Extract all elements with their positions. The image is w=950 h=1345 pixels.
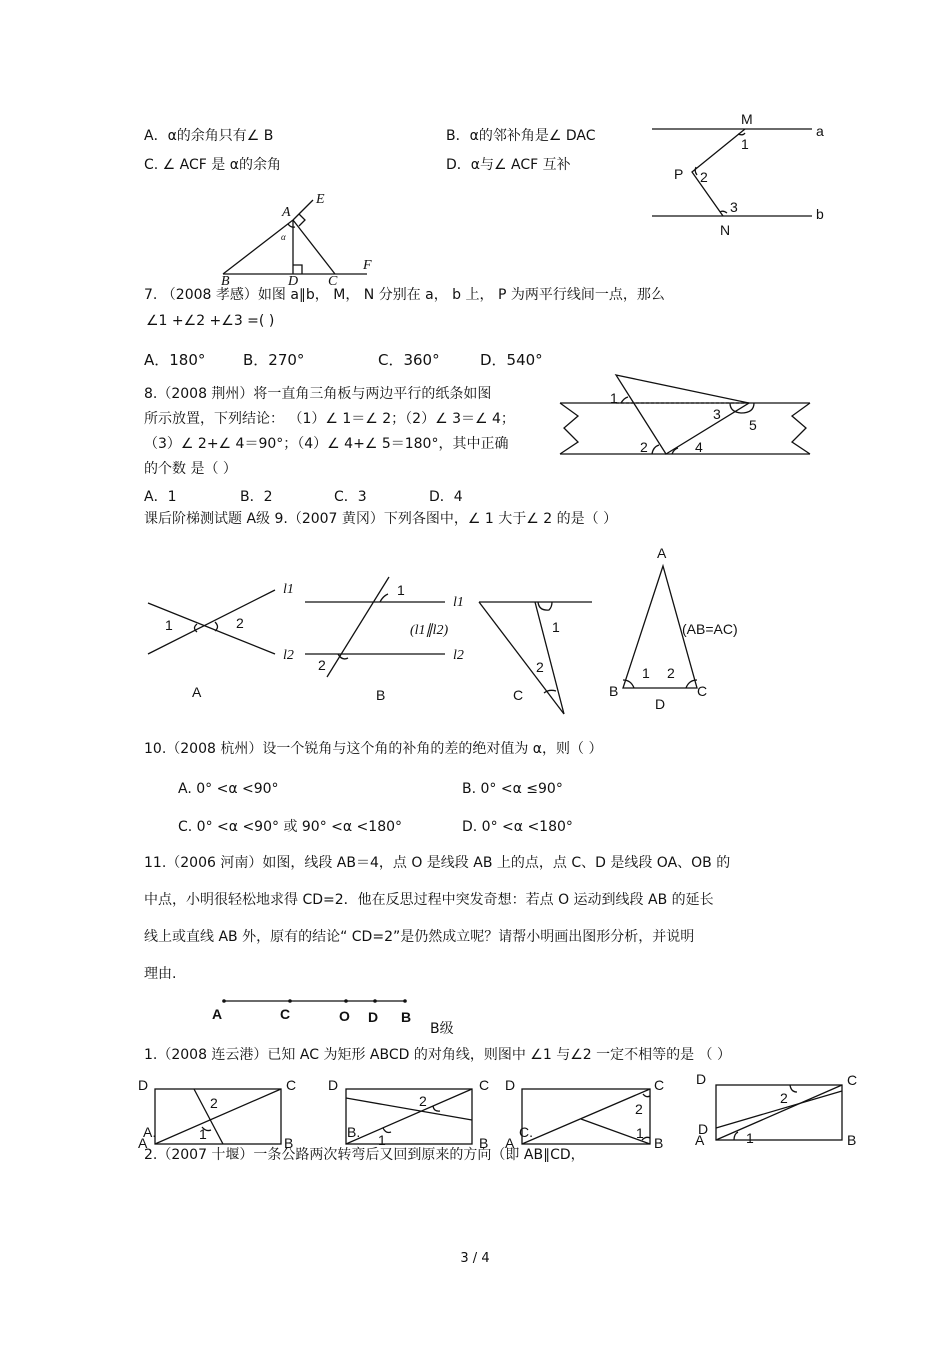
fig-label: E: [316, 192, 325, 207]
fig-label: B: [847, 1132, 857, 1148]
q9-figure-a: [140, 575, 305, 705]
q9-figure-c: [472, 592, 602, 722]
fig-label: D: [505, 1077, 516, 1093]
q7-option-b: B．270°: [243, 351, 305, 369]
fig-label: C: [654, 1077, 665, 1093]
fig-label: l2: [453, 648, 464, 663]
b-q1-rect-c: [503, 1072, 678, 1152]
page-number: 3 / 4: [460, 1251, 490, 1266]
fig-label: 2: [635, 1101, 643, 1117]
b-q2-stem: 2.（2007 十堰）一条公路两次转弯后又回到原来的方向（即 AB∥CD，: [144, 1147, 585, 1163]
fig-label: 1: [741, 136, 749, 152]
fig-label: b: [816, 206, 824, 222]
q9-figure-d: [605, 543, 765, 713]
fig-label: A: [282, 205, 291, 220]
fig-label: D: [698, 1121, 709, 1137]
fig-label: α: [281, 232, 286, 242]
q8-stem-4: 的个数 是（ ）: [144, 461, 237, 477]
fig-label: A: [138, 1135, 148, 1151]
fig-label: A.: [143, 1124, 157, 1140]
fig-label: P: [674, 166, 684, 182]
fig-label: 2: [640, 439, 648, 455]
b-level-heading: B级: [430, 1021, 454, 1037]
q6-option-b: B．α的邻补角是∠ DAC: [446, 128, 596, 144]
fig-label: 2: [780, 1090, 788, 1106]
fig-label: C: [286, 1077, 297, 1093]
q6-triangle-figure: [215, 188, 385, 288]
fig-label: D: [696, 1071, 707, 1087]
fig-label: B.: [347, 1124, 361, 1140]
fig-label: B: [609, 683, 619, 699]
fig-label: l1: [453, 595, 464, 610]
fig-label: a: [816, 123, 824, 139]
fig-label: C: [847, 1072, 858, 1088]
fig-label: 1: [397, 582, 405, 598]
fig-label: C: [479, 1077, 490, 1093]
b-q1-rect-d: [690, 1068, 870, 1148]
q10-option-a: A. 0° <α <90°: [178, 781, 279, 797]
q11-stem-1: 11.（2006 河南）如图，线段 AB＝4，点 O 是线段 AB 上的点，点 C、D 是线段 OA、OB 的: [144, 855, 731, 871]
fig-label: 1: [746, 1130, 754, 1146]
q8-option-a: A．1: [144, 489, 177, 505]
fig-label: N: [720, 222, 731, 238]
q7-option-d: D．540°: [480, 351, 543, 369]
fig-label: A: [657, 545, 667, 561]
q8-strip-figure: [558, 372, 818, 464]
fig-label: 3: [730, 199, 738, 215]
fig-label: D: [138, 1077, 149, 1093]
fig-label: B: [221, 274, 230, 289]
fig-label: (l1∥l2): [410, 623, 449, 638]
b-q1-rect-b: [326, 1072, 496, 1152]
fig-label: 5: [749, 417, 757, 433]
q11-segment-figure: [205, 992, 445, 1032]
fig-label: 1: [378, 1132, 386, 1148]
fig-label: 2: [419, 1093, 427, 1109]
fig-label: C.: [519, 1124, 533, 1140]
q11-stem-2: 中点，小明很轻松地求得 CD=2．他在反思过程中突发奇想：若点 O 运动到线段 AB 的延长: [144, 892, 714, 908]
q9-stem: 课后阶梯测试题 A级 9.（2007 黄冈）下列各图中，∠ 1 大于∠ 2 的是（ ）: [144, 511, 618, 527]
q10-stem: 10.（2008 杭州）设一个锐角与这个角的补角的差的绝对值为 α，则（ ）: [144, 741, 603, 757]
b-q1-rect-a: [136, 1072, 306, 1152]
fig-label: B: [479, 1135, 489, 1151]
fig-label: B: [376, 687, 386, 703]
q10-option-d: D. 0° <α <180°: [462, 819, 573, 835]
fig-label: D: [368, 1009, 379, 1025]
q6-option-d: D．α与∠ ACF 互补: [446, 157, 571, 173]
fig-label: A: [212, 1006, 223, 1022]
fig-label: A: [505, 1135, 515, 1151]
fig-label: C: [328, 274, 338, 289]
fig-label: 2: [210, 1095, 218, 1111]
fig-label: D: [655, 696, 666, 712]
q8-stem-1: 8.（2008 荆州）将一直角三角板与两边平行的纸条如图: [144, 386, 492, 402]
q7-stem: 7. （2008 孝感）如图 a∥b， M， N 分别在 a， b 上， P 为两平行线间一点，那么: [144, 287, 665, 303]
fig-label: 2: [318, 657, 326, 673]
q9-figure-b: [300, 572, 480, 702]
fig-label: F: [363, 258, 372, 273]
q8-option-d: D．4: [429, 489, 463, 505]
q7-stem-2: ∠1 +∠2 +∠3 =( ): [146, 313, 275, 329]
fig-label: 2: [667, 665, 675, 681]
b-q1-stem: 1.（2008 连云港）已知 AC 为矩形 ABCD 的对角线，则图中 ∠1 与∠2 一定不相等的是 （ ）: [144, 1047, 732, 1063]
fig-label: 1: [165, 617, 173, 633]
fig-label: (AB=AC): [682, 621, 738, 637]
fig-label: 1: [636, 1125, 644, 1141]
fig-label: l2: [283, 648, 294, 663]
fig-label: M: [741, 111, 753, 127]
fig-label: 4: [695, 439, 703, 455]
fig-label: 1: [610, 390, 618, 406]
fig-label: A: [695, 1132, 705, 1148]
fig-label: 1: [199, 1126, 207, 1142]
fig-label: l1: [283, 582, 294, 597]
q8-option-c: C．3: [334, 489, 367, 505]
fig-label: C: [280, 1006, 291, 1022]
fig-label: B: [654, 1135, 664, 1151]
q10-option-b: B. 0° <α ≤90°: [462, 781, 563, 797]
q8-stem-2: 所示放置，下列结论： （1）∠ 1＝∠ 2；（2）∠ 3＝∠ 4；: [144, 411, 515, 427]
fig-label: O: [339, 1008, 350, 1024]
q10-option-c: C. 0° <α <90° 或 90° <α <180°: [178, 819, 403, 835]
q8-stem-3: （3）∠ 2+∠ 4＝90°；（4）∠ 4+∠ 5＝180°，其中正确: [144, 436, 509, 452]
fig-label: B: [284, 1135, 294, 1151]
fig-label: B: [401, 1009, 412, 1025]
q7-option-c: C．360°: [378, 351, 440, 369]
fig-label: 3: [713, 406, 721, 422]
fig-label: 1: [642, 665, 650, 681]
fig-label: C: [697, 683, 708, 699]
q8-option-b: B．2: [240, 489, 273, 505]
fig-label: C: [513, 687, 524, 703]
q6-option-a: A．α的余角只有∠ B: [144, 128, 274, 144]
parallel-lines-figure: [650, 112, 840, 240]
q6-option-c: C. ∠ ACF 是 α的余角: [144, 157, 281, 173]
fig-label: 1: [552, 619, 560, 635]
fig-label: D: [288, 274, 299, 289]
fig-label: 2: [536, 659, 544, 675]
fig-label: A: [192, 684, 202, 700]
q11-stem-4: 理由.: [144, 966, 177, 982]
fig-label: D: [328, 1077, 339, 1093]
fig-label: 2: [236, 615, 244, 631]
q7-option-a: A．180°: [144, 351, 206, 369]
q11-stem-3: 线上或直线 AB 外，原有的结论“ CD=2”是仍然成立呢？请帮小明画出图形分析，并说明: [144, 929, 695, 945]
fig-label: 2: [700, 169, 708, 185]
